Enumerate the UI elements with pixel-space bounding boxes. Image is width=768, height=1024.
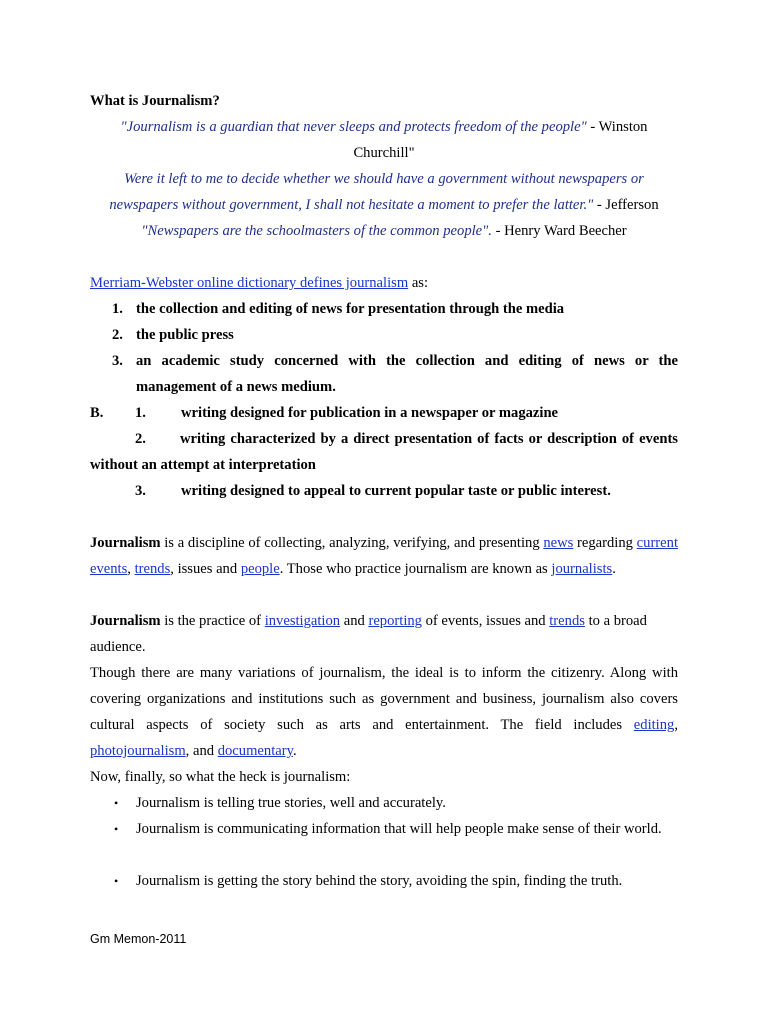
definition-b-item-text: writing designed to appeal to current popular taste or public interest. [181,483,611,499]
quote-text: "Newspapers are the schoolmasters of the common people". [141,223,492,239]
quote-author: - Winston Churchill" [353,119,648,161]
current-events-link[interactable]: current events [90,535,678,577]
list-item-text: Journalism is telling true stories, well and accurately. [136,795,446,811]
quote-jefferson [90,166,678,218]
list-item [90,816,678,868]
paragraph-definition: Journalism is a discipline of collecting, analyzing, verifying, and presenting news regarding current events, trends, issues and people. Those who practice journalism are known as journalists. [90,535,678,577]
bullet-icon: • [114,874,119,888]
quote-text: "Journalism is a guardian that never sleeps and protects freedom of the people" [120,119,587,135]
paragraph-variations: Though there are many variations of journalism, the ideal is to inform the citizenry. Along with covering organizations and institutions such as government and business, journalism also covers cultural aspects of society such as arts and entertainment. The field includes editing, photojournalism, and documentary. [90,665,678,759]
bullet-icon: • [114,822,119,836]
definition-item: 1. the collection and editing of news for presentation through the media [90,296,678,322]
definition-b-item: 2. writing characterized by a direct presentation of facts or description of events without an attempt at interpretation [90,431,678,473]
editing-link[interactable]: editing [633,717,675,733]
definition-b-item: B. 1. writing designed for publication in a newspaper or magazine [90,400,678,426]
definition-item-text: the public press [136,327,234,343]
definition-intro [90,270,678,296]
definition-item-text: an academic study concerned with the collection and editing of news or the management of a news medium. [136,353,678,395]
definition-item-text: the collection and editing of news for presentation through the media [136,301,565,317]
definition-item: 2. the public press [90,322,678,348]
list-item [90,790,678,816]
quote-churchill [90,114,678,166]
paragraph-practice: Journalism is the practice of investigation and reporting of events, issues and trends to a broad audience. [90,613,647,655]
reporting-link[interactable]: reporting [368,613,422,629]
bullet-icon: • [114,796,119,810]
paragraph-question: Now, finally, so what the heck is journalism: [90,769,351,785]
page-footer: Gm Memon-2011 [90,932,187,946]
trends-link[interactable]: trends [549,613,585,629]
quote-beecher [90,218,678,244]
quote-author: - Jefferson [593,197,659,213]
definition-b-label: B. [90,405,104,421]
list-item-text: Journalism is getting the story behind the story, avoiding the spin, finding the truth. [136,873,623,889]
definition-item: 3. an academic study concerned with the collection and editing of news or the management of a news medium. [90,348,678,400]
trends-link[interactable]: trends [134,561,171,577]
definition-suffix: as: [408,275,429,291]
definition-b-item-text: writing characterized by a direct presentation of facts or description of events without an attempt at interpretation [90,431,678,473]
list-item-text: Journalism is communicating information that will help people make sense of their world. [136,821,662,837]
definition-b-item-text: writing designed for publication in a newspaper or magazine [181,405,559,421]
list-item [90,868,678,894]
definition-b-item: 3. writing designed to appeal to current popular taste or public interest. [90,478,678,504]
documentary-link[interactable]: documentary [217,743,293,759]
quote-author: - Henry Ward Beecher [491,223,627,239]
investigation-link[interactable]: investigation [264,613,341,629]
merriam-webster-link[interactable]: Merriam-Webster online dictionary defines journalism [90,275,409,291]
quote-text: Were it left to me to decide whether we should have a government without newspapers or newspapers without government, I shall not hesitate a moment to prefer the latter." [109,171,644,213]
people-link[interactable]: people [240,561,280,577]
photojournalism-link[interactable]: photojournalism [90,743,186,759]
journalists-link[interactable]: journalists [551,561,613,577]
news-link[interactable]: news [543,535,574,551]
page-title: What is Journalism? [90,93,220,109]
